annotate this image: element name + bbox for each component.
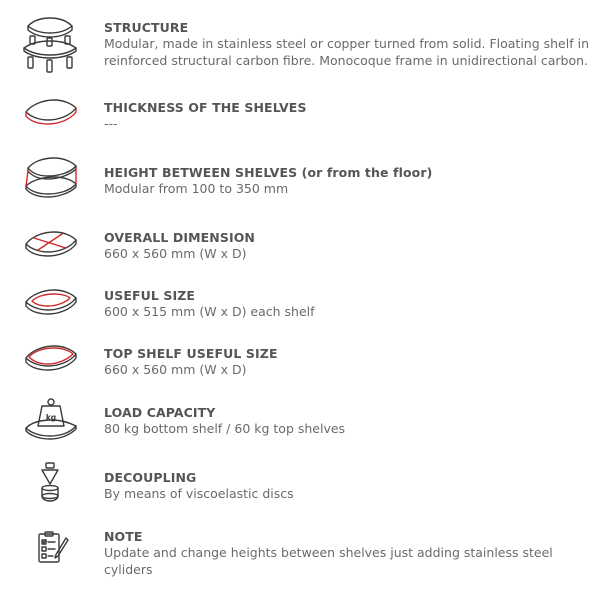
spec-description: 600 x 515 mm (W x D) each shelf (104, 304, 315, 319)
spec-description: 660 x 560 mm (W x D) (104, 362, 247, 377)
weight-icon-label: kg (45, 413, 57, 422)
shelf-thickness-icon (22, 94, 80, 132)
spec-title: LOAD CAPACITY (104, 405, 216, 420)
shelf-height-icon (22, 154, 80, 204)
decoupling-cone-icon (38, 462, 62, 504)
overall-dimension-icon (22, 226, 80, 264)
spec-title: STRUCTURE (104, 20, 189, 35)
useful-size-icon (22, 284, 80, 322)
note-checklist-icon (36, 530, 70, 566)
spec-description: Update and change heights between shelves just adding stainless steel cyliders (104, 545, 553, 577)
spec-title: HEIGHT BETWEEN SHELVES (or from the floor) (104, 165, 433, 180)
spec-title: THICKNESS OF THE SHELVES (104, 100, 307, 115)
top-shelf-size-icon (22, 340, 80, 378)
spec-description: 80 kg bottom shelf / 60 kg top shelves (104, 421, 346, 436)
spec-description: By means of viscoelastic discs (104, 486, 294, 501)
spec-title: NOTE (104, 529, 143, 544)
spec-title: USEFUL SIZE (104, 288, 196, 303)
spec-title: DECOUPLING (104, 470, 197, 485)
spec-description: Modular, made in stainless steel or copper turned from solid. Floating shelf in reinforced structural carbon fibre. Monocoque frame in unidirectional carbon. (104, 36, 589, 68)
spec-title: OVERALL DIMENSION (104, 230, 255, 245)
spec-title: TOP SHELF USEFUL SIZE (104, 346, 278, 361)
spec-description: --- (104, 116, 118, 131)
spec-description: 660 x 560 mm (W x D) (104, 246, 247, 261)
structure-icon (20, 12, 80, 74)
spec-description: Modular from 100 to 350 mm (104, 181, 289, 196)
load-weight-icon (22, 396, 80, 442)
